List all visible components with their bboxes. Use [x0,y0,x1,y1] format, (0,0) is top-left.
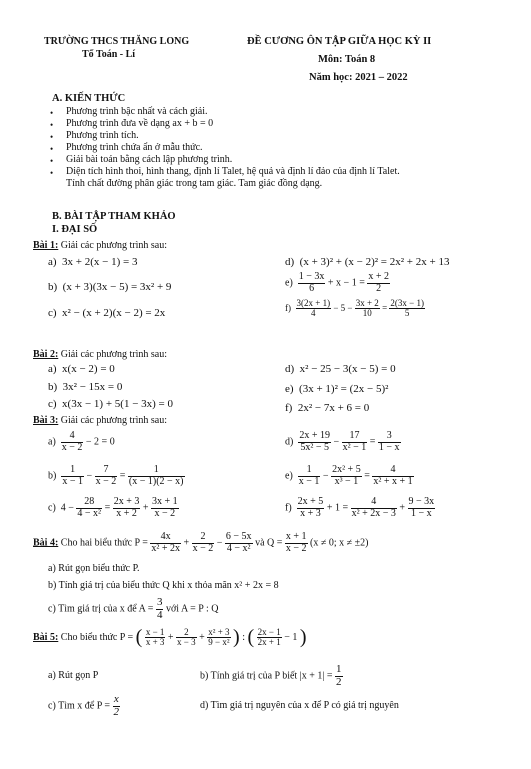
bai3-e: e) $\frac{1}{x - 1}$ − $\frac{\text{2x² + 5}}{\text{x³ − 1}}$ = $\frac{4}{\text{x² + x + 1}}$ [285,464,413,487]
bai3-c: c) 4 − $\frac{28}{\text{4 − x²}}$ = $\frac{2x + 3}{x + 2}$ + $\frac{3x + 1}{x - 2}$ [48,496,178,519]
list-item: Diện tích hình thoi, hình thang, định lí Talet, hệ quả và định lí đảo của định lí Talet. [66,166,400,177]
school-year: Năm học: 2021 – 2022 [309,72,408,83]
bai4-b: b) Tính giá trị của biểu thức Q khi x thỏa mãn x² + 2x = 8 [48,580,279,591]
section-b-sub: I. ĐẠI SỐ [52,224,98,235]
bai1-c: c) x² − (x + 2)(x − 2) = 2x [48,307,166,319]
bai5-c: c) Tìm x để P = $\frac{x}{2}$ [48,693,120,718]
bai2-c: c) x(3x − 1) + 5(1 − 3x) = 0 [48,398,174,410]
bai1-d: d) (x + 3)² + (x − 2)² = 2x² + 2x + 13 [285,256,450,268]
bai2-f: f) 2x² − 7x + 6 = 0 [285,402,370,414]
list-item: Phương trình bậc nhất và cách giải. [66,106,208,117]
department: Tổ Toán - Lí [82,49,136,60]
bai5-b: b) Tính giá trị của P biết |x + 1| = $\frac{1}{2}$ [200,663,342,688]
bai3-d: d) $\frac{2x + 19}{\text{5x² − 5}}$ − $\frac{17}{\text{x² − 1}}$ = $\frac{3}{1 - x}$ [285,430,400,453]
bai3-heading: Bài 3: Giải các phương trình sau: [33,415,168,426]
bai2-a: a) x(x − 2) = 0 [48,363,115,375]
bai2-e: e) (3x + 1)² = (2x − 5)² [285,383,389,395]
list-item: Giải bài toán bằng cách lập phương trình. [66,154,233,165]
school-name: TRƯỜNG THCS THĂNG LONG [44,36,190,47]
bai1-e: e) $\frac{1 - 3x}{6}$ + x − 1 = $\frac{x + 2}{2}$ [285,271,389,294]
bai2-d: d) x² − 25 − 3(x − 5) = 0 [285,363,396,375]
bai3-a: a) $\frac{4}{x - 2}$ − 2 = 0 [48,430,115,453]
bai2-b: b) 3x² − 15x = 0 [48,381,123,393]
bai1-f: f) $\frac{3(2x + 1)}{4}$ − 5 − $\frac{3x + 2}{10}$ = $\frac{2(3x - 1)}{5}$ [285,298,424,319]
bai4-heading: Bài 4: Cho hai biểu thức P = $\frac{4x}{\text{x² + 2x}}$ + $\frac{2}{x - 2}$ − $\frac{6 - 5x}{\text{4 − x²}}$ và Q = $\frac{x + 1}{x - 2}$ (x ≠ 0; x ≠ ±2) [33,531,369,554]
bai4-c: c) Tìm giá trị của x để A = $\frac{3}{4}$ với A = P : Q [48,596,219,621]
bai2-heading: Bài 2: Giải các phương trình sau: [33,349,168,360]
list-item: Tính chất đường phân giác trong tam giác. Tam giác đồng dạng. [66,178,323,189]
bai1-b: b) (x + 3)(3x − 5) = 3x² + 9 [48,281,172,293]
section-a-title: A. KIẾN THỨC [52,93,126,104]
list-item: Phương trình tích. [66,130,139,141]
bai3-b: b) $\frac{1}{x - 1}$ − $\frac{7}{x - 2}$ = $\frac{1}{(x - 1)(2 - x)}$ [48,464,184,487]
doc-title: ĐỀ CƯƠNG ÔN TẬP GIỮA HỌC KỲ II [247,36,432,47]
subject: Môn: Toán 8 [318,54,376,65]
bai3-f: f) $\frac{2x + 5}{x + 3}$ + 1 = $\frac{4}{\text{x² + 2x − 3}}$ + $\frac{9 - 3x}{1 - x}$ [285,496,435,519]
bai5-a: a) Rút gọn P [48,670,99,681]
bai1-a: a) 3x + 2(x − 1) = 3 [48,256,138,268]
section-b-title: B. BÀI TẬP THAM KHẢO [52,211,176,222]
bai5-heading: Bài 5: Cho biểu thức P = ( $\frac{x - 1}{x + 3}$ + $\frac{2}{x - 3}$ + $\frac{\text{x² + 3}}{\text{9 − x²}}$ ) : ( $\frac{2x - 1}{2x + 1}$ − 1 ) [33,626,307,648]
bai5-d: d) Tìm giá trị nguyên của x để P có giá trị nguyên [200,700,399,711]
bai1-heading: Bài 1: Giải các phương trình sau: [33,240,168,251]
list-item: Phương trình chứa ẩn ở mẫu thức. [66,142,203,153]
list-item: Phương trình đưa về dạng ax + b = 0 [66,118,214,129]
bai4-a: a) Rút gọn biểu thức P. [48,563,140,574]
